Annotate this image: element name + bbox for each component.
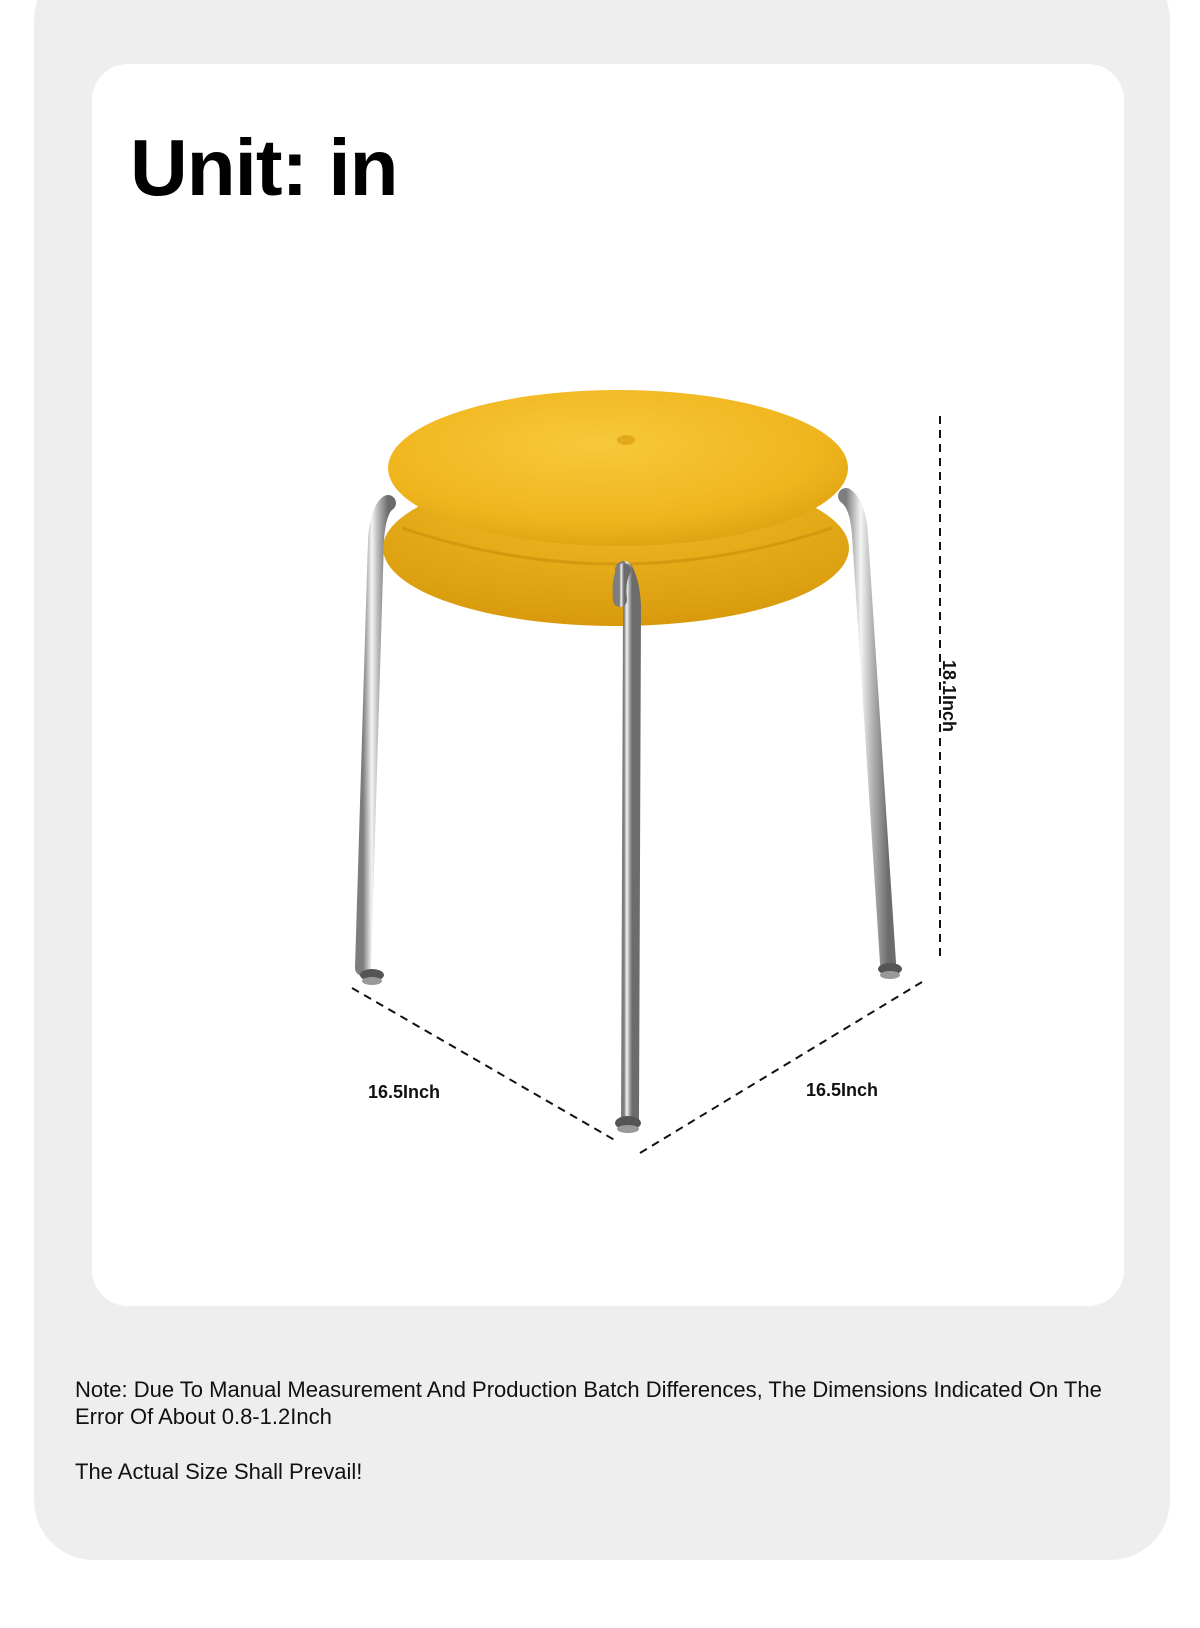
unit-label: Unit: in [130, 123, 398, 212]
dim-line-left [352, 988, 618, 1142]
width-left-label: 16.5Inch [368, 1082, 441, 1102]
note-line-2: Error Of About 0.8-1.2Inch [75, 1404, 332, 1429]
leg-front [615, 570, 641, 1133]
height-label: 18.1Inch [939, 660, 959, 733]
measurement-note [75, 1376, 1200, 1485]
width-right-label: 16.5Inch [806, 1080, 879, 1100]
leg-left [360, 503, 388, 985]
leg-right [846, 496, 902, 979]
note-line-1: Note: Due To Manual Measurement And Production Batch Differences, The Dimensions Indicated On The [75, 1377, 1102, 1402]
seat-upper-cushion [388, 390, 848, 546]
note-line-3: The Actual Size Shall Prevail! [75, 1459, 363, 1484]
seat-tuft [617, 435, 635, 445]
dim-line-right [640, 982, 922, 1153]
